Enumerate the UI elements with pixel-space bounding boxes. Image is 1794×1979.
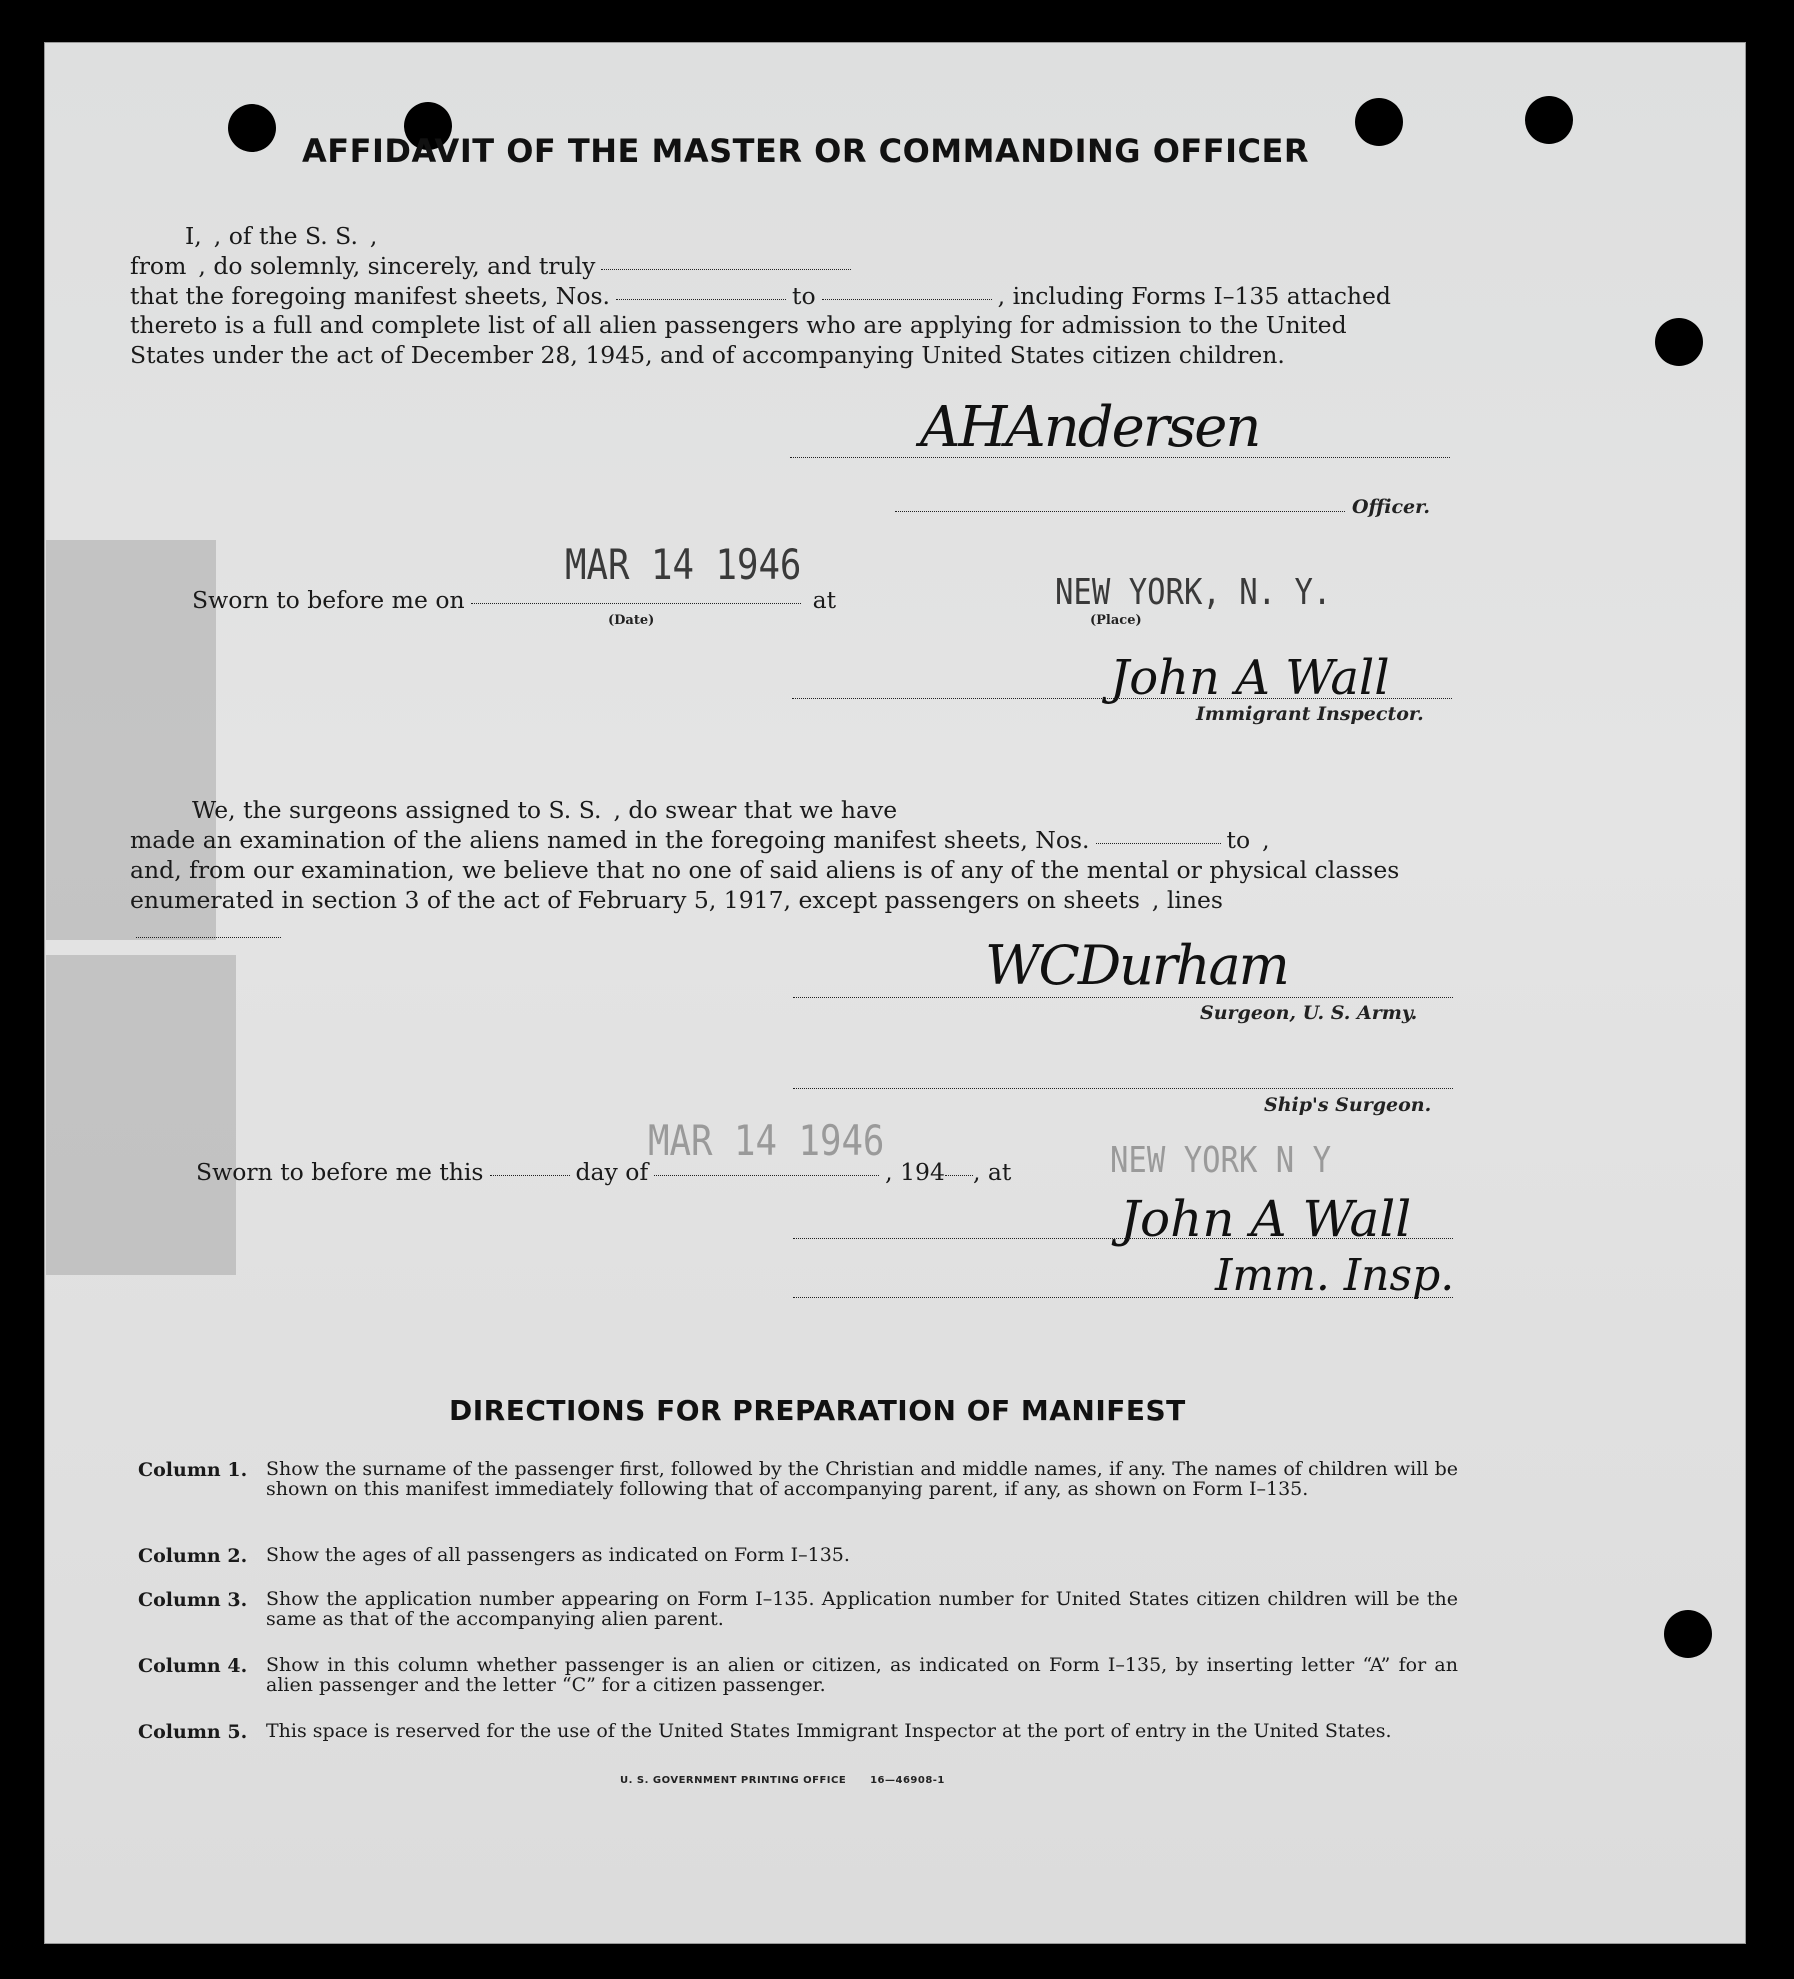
surgeon-line-1: We, the surgeons assigned to S. S. , do swear that we have [192,796,898,824]
date-stamp: MAR 14 1946 [565,540,802,589]
sheet-to-field [822,298,992,300]
direction-column-5: Column 5. This space is reserved for the use of the United States Immigrant Inspector at the port of entry in the United States. [138,1720,1392,1743]
inspector-label: Immigrant Inspector. [1196,703,1424,725]
oath-field [601,268,851,270]
punch-hole [1355,98,1403,146]
ship-surgeon-line [793,1087,1453,1089]
place-stamp-2: NEW YORK N Y [1110,1140,1332,1181]
inspector-title-line [793,1296,1453,1298]
date-field [471,602,801,604]
place-caption: (Place) [1090,613,1142,628]
direction-column-4: Column 4. Show in this column whether passenger is an alien or citizen, as indicated on Form I–135, by inserting letter “A” for an alien passenger and the letter “C” for a citizen passenger. [138,1654,1458,1696]
direction-column-1: Column 1. Show the surname of the passenger first, followed by the Christian and middle names, if any. The names of children will be shown on this manifest immediately following that of accompanying parent, if any, as shown on Form I–135. [138,1458,1458,1500]
punch-hole [228,104,276,152]
ship-surgeon-label: Ship's Surgeon. [1264,1094,1432,1116]
page-title: AFFIDAVIT OF THE MASTER OR COMMANDING OFFICER [302,132,1309,170]
master-line-2: from , do solemnly, sincerely, and truly [130,252,1450,280]
punch-hole [1664,1610,1712,1658]
directions-title: DIRECTIONS FOR PREPARATION OF MANIFEST [449,1394,1186,1427]
lines-field [136,936,281,938]
master-signature-line [790,456,1450,458]
surgeon-signature: WCDurham [985,934,1288,997]
direction-column-3: Column 3. Show the application number appearing on Form I–135. Application number for United States citizen children will be the same as that of the accompanying alien parent. [138,1588,1458,1630]
master-signature: AHAndersen [920,395,1260,460]
surgeon-text: and, from our examination, we believe that no one of said aliens is of any of the mental or physical classes [130,856,1400,884]
army-surgeon-line [793,996,1453,998]
master-text: thereto is a full and complete list of all alien passengers who are applying for admission to the United States under the act of December 28, 1945, and of accompanying United States citizen children. [130,311,1347,369]
date-caption: (Date) [608,613,655,628]
punch-hole [1655,318,1703,366]
direction-column-2: Column 2. Show the ages of all passengers as indicated on Form I–135. [138,1544,850,1567]
printing-office-footer: U. S. GOVERNMENT PRINTING OFFICE 16—46908-1 [620,1775,945,1786]
officer-label: Officer. [1352,496,1431,518]
inspector-title-signature: Imm. Insp. [1215,1250,1455,1301]
sworn-line-2: Sworn to before me this day of , 194 , at [196,1158,1012,1186]
army-surgeon-label: Surgeon, U. S. Army. [1200,1002,1418,1024]
month-field [654,1174,879,1176]
date-stamp-2: MAR 14 1946 [648,1116,885,1165]
inspector-signature-line-2 [793,1237,1453,1239]
tape-mark [46,955,236,1275]
inspector-signature-line [792,697,1452,699]
year-field [945,1174,973,1176]
inspector-signature: John A Wall [1110,650,1390,706]
master-line-1: I, , of the S. S. , [185,222,378,250]
day-field [490,1174,570,1176]
master-line-3: that the foregoing manifest sheets, Nos. to , including Forms I–135 attached [130,282,1391,310]
sheet-from-field [616,298,786,300]
officer-line [895,510,1345,512]
inspector-signature-2: John A Wall [1120,1190,1412,1248]
punch-hole [1525,96,1573,144]
surgeon-sheet-from-field [1096,842,1221,844]
surgeon-line-2: made an examination of the aliens named in the foregoing manifest sheets, Nos. to , [130,826,1270,854]
place-stamp: NEW YORK, N. Y. [1055,572,1332,613]
surgeon-line-4: enumerated in section 3 of the act of February 5, 1917, except passengers on sheets , lines [130,886,1223,914]
sworn-line-1: Sworn to before me on at [192,586,837,614]
